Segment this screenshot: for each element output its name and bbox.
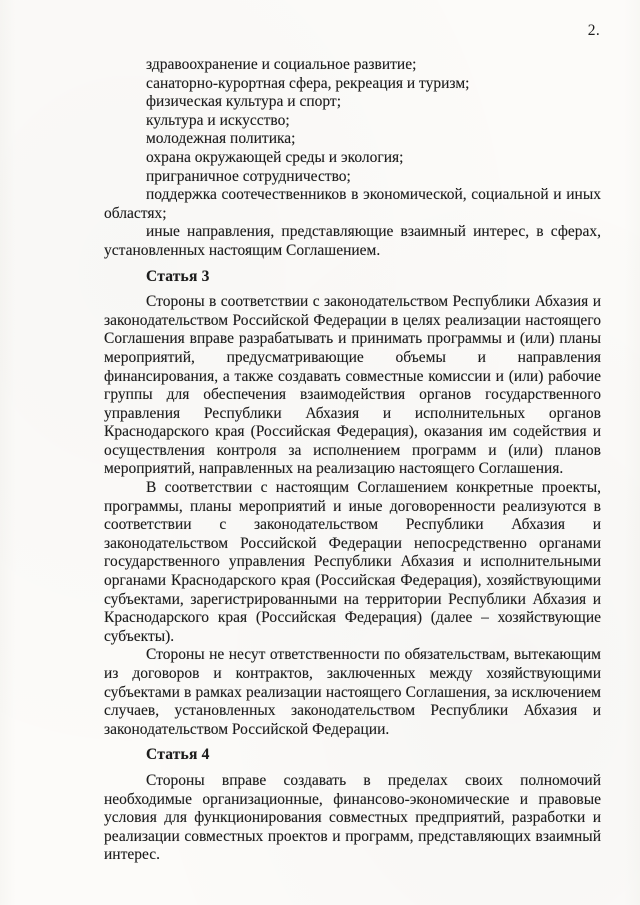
text-line: условия для функционирования совместных предприятий, разработки и xyxy=(104,809,601,827)
text-line: случаев, установленных законодательством Республики Абхазия и xyxy=(104,702,601,720)
text-line: поддержка соотечественников в экономической, социальной и иных xyxy=(146,186,601,204)
list-line: культура и искусство; xyxy=(146,111,290,129)
text-line: иные направления, представляющие взаимный интерес, в сферах, xyxy=(146,223,601,241)
text-line: законодательством Российской Федерации. xyxy=(104,720,390,738)
text-line: государственного управления Республики Абхазия и исполнительными xyxy=(104,553,601,571)
page-number: 2. xyxy=(587,22,600,39)
text-line: интерес. xyxy=(104,846,161,864)
article-heading: Статья 3 xyxy=(146,267,210,285)
text-line: осуществления контроля за исполнением программ и (или) планов xyxy=(104,441,601,459)
text-line: законодательством Российской Федерации непосредственно органами xyxy=(104,534,601,552)
paragraph xyxy=(104,293,601,479)
list-line: охрана окружающей среды и экология; xyxy=(146,148,404,166)
text-line: финансирования, а также создавать совместные комиссии и (или) рабочие xyxy=(104,367,601,385)
text-line: Краснодарского края (Российская Федерация) (далее – хозяйствующие xyxy=(104,609,601,627)
paragraph xyxy=(104,479,601,646)
list-line: молодежная политика; xyxy=(146,130,296,148)
paragraph xyxy=(104,772,601,865)
list-line: приграничное сотрудничество; xyxy=(146,167,351,185)
document-body xyxy=(104,56,601,865)
text-line: Стороны вправе создавать в пределах своих полномочий xyxy=(146,771,601,789)
text-line: В соответствии с настоящим Соглашением конкретные проекты, xyxy=(146,479,601,497)
text-line: мероприятий, направленных на реализацию настоящего Соглашения. xyxy=(104,460,564,478)
text-line: субъекты). xyxy=(104,627,175,645)
list-line: здравоохранение и социальное развитие; xyxy=(146,56,417,73)
text-line: Краснодарского края (Российская Федерация), оказания им содействия и xyxy=(104,423,601,441)
text-line: группы для обеспечения взаимодействия органов государственного xyxy=(104,386,601,404)
text-line: мероприятий, предусматривающие объемы и направления xyxy=(104,348,601,366)
text-line: Соглашения вправе разрабатывать и принимать программы и (или) планы xyxy=(104,330,601,348)
list-line: санаторно-курортная сфера, рекреация и туризм; xyxy=(146,74,470,92)
paragraph xyxy=(104,186,601,223)
text-line: субъектами, зарегистрированными на территории Республики Абхазия и xyxy=(104,590,601,608)
text-line: установленных настоящим Соглашением. xyxy=(104,241,381,259)
text-line: законодательством Российской Федерации в целях реализации настоящего xyxy=(104,311,601,329)
text-line: из договоров и контрактов, заключенных между хозяйствующими xyxy=(104,665,601,682)
text-line: соответствии с законодательством Республики Абхазия и xyxy=(104,516,601,534)
text-line: областях; xyxy=(104,204,167,222)
text-line: реализации совместных проектов и программ, представляющих взаимный xyxy=(104,827,601,845)
text-line: управления Республики Абхазия и исполнительных органов xyxy=(104,404,601,422)
text-line: Стороны в соответствии с законодательством Республики Абхазия и xyxy=(146,293,601,311)
text-line: программы, планы мероприятий и иные договоренности реализуются в xyxy=(104,497,601,515)
paragraph xyxy=(104,646,601,739)
text-line: субъектами в рамках реализации настоящего Соглашения, за исключением xyxy=(104,683,601,701)
text-line: необходимые организационные, финансово-экономические и правовые xyxy=(104,790,601,808)
paragraph xyxy=(104,223,601,260)
text-line: Стороны не несут ответственности по обязательствам, вытекающим xyxy=(146,646,601,664)
text-line: органами Краснодарского края (Российская Федерация), хозяйствующими xyxy=(104,572,601,590)
list-line: физическая культура и спорт; xyxy=(146,93,342,111)
article-heading: Статья 4 xyxy=(146,746,210,764)
